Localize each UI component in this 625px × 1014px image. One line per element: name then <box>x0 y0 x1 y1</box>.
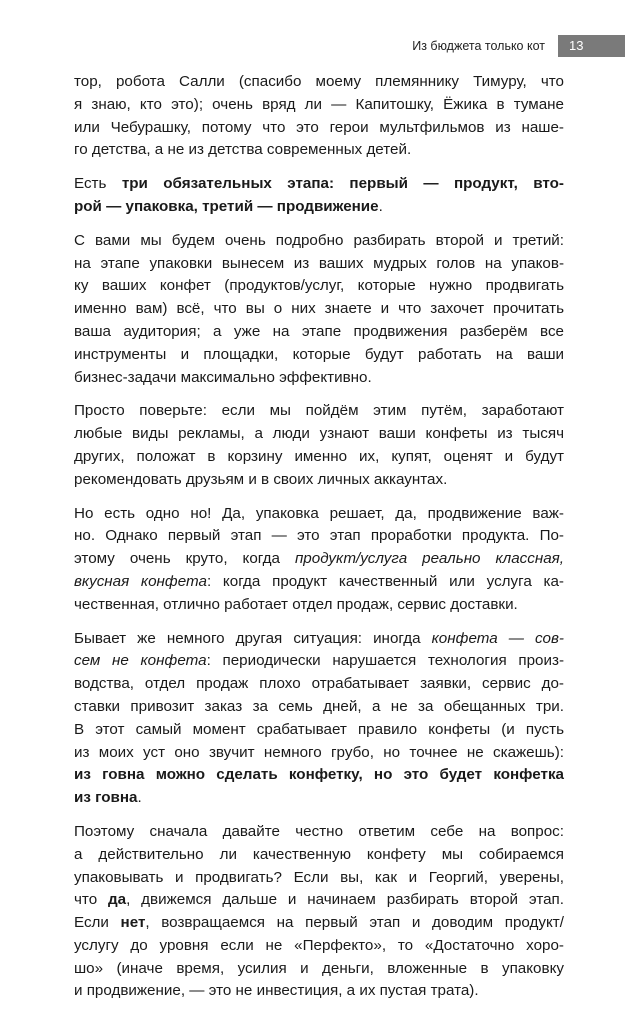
text-run: бизнес-задачи максимально эффективно. <box>74 368 372 386</box>
text-run: любые виды рекламы, а люди узнают ваши конфеты из тысяч <box>74 425 564 443</box>
text-line <box>74 912 564 935</box>
bold-text: из говна можно сделать конфетку, но это будет конфетка <box>74 766 564 784</box>
text-line <box>74 764 564 787</box>
text-line <box>74 844 564 867</box>
text-run: услугу до уровня если не «Перфекто», то «Достаточно хоро- <box>74 936 564 954</box>
bold-text: нет <box>120 914 146 932</box>
text-line <box>74 344 564 367</box>
text-line <box>74 139 564 162</box>
italic-text: вкусная конфета <box>74 572 207 590</box>
text-line <box>74 94 564 117</box>
text-run: . <box>378 197 383 215</box>
text-run: Просто поверьте: если мы пойдём этим путём, заработают <box>74 402 564 420</box>
text-line <box>74 867 564 890</box>
body-text <box>74 71 564 1014</box>
text-line <box>74 548 564 571</box>
text-run: го детства, а не из детства современных детей. <box>74 141 412 159</box>
text-line <box>74 117 564 140</box>
paragraph <box>74 71 564 162</box>
text-line <box>74 650 564 673</box>
bold-text: из говна <box>74 789 138 807</box>
text-line <box>74 298 564 321</box>
text-line <box>74 173 564 196</box>
text-run: этому очень круто, когда <box>74 550 295 568</box>
text-line <box>74 367 564 390</box>
text-run: Поэтому сначала давайте честно ответим себе на вопрос: <box>74 822 564 840</box>
text-line <box>74 958 564 981</box>
text-run: С вами мы будем очень подробно разбирать второй и третий: <box>74 231 564 249</box>
text-line <box>74 253 564 276</box>
text-line <box>74 469 564 492</box>
paragraph <box>74 230 564 390</box>
text-run: . <box>137 789 142 807</box>
bold-text: три обязательных этапа: первый — продукт, вто- <box>121 175 564 193</box>
text-line <box>74 446 564 469</box>
paragraph <box>74 503 564 617</box>
bold-text: рой — упаковка, третий — продвижение <box>74 197 379 215</box>
text-run: Но есть одно но! Да, упаковка решает, да, продвижение важ- <box>74 504 564 522</box>
text-run: ставки привозит заказ за семь дней, а не за обещанных три. <box>74 697 564 715</box>
text-run: именно вам) всё, что вы о них знаете и что захочет прочитать <box>74 300 564 318</box>
text-run: других, положат в корзину именно их, купят, оценят и будут <box>74 447 564 465</box>
text-line <box>74 935 564 958</box>
text-line <box>74 594 564 617</box>
text-run: : когда продукт качественный или услуга ка- <box>206 572 564 590</box>
bold-text: да <box>108 891 127 909</box>
text-run: и продвижение, — это не инвестиция, а их пустая трата). <box>74 982 479 1000</box>
page-number: 13 <box>558 35 625 57</box>
text-line <box>74 275 564 298</box>
text-line <box>74 889 564 912</box>
text-line <box>74 321 564 344</box>
paragraph <box>74 821 564 1003</box>
text-run: Если <box>74 914 121 932</box>
text-run: или Чебурашку, потому что это герои мультфильмов из наше- <box>74 118 564 136</box>
text-line <box>74 196 564 219</box>
text-run: из моих уст оно звучит немного грубо, но точнее не скажешь): <box>74 743 564 761</box>
running-title: Из бюджета только кот <box>412 39 545 53</box>
text-run: я знаю, кто это); очень вряд ли — Капитошку, Ёжика в тумане <box>74 95 564 113</box>
text-line <box>74 719 564 742</box>
text-run: чественная, отлично работает отдел продаж, сервис доставки. <box>74 595 518 613</box>
text-line <box>74 696 564 719</box>
text-run: В этот самый момент срабатывает правило конфеты (и пусть <box>74 720 564 738</box>
text-run: что <box>74 891 109 909</box>
text-run: ку ваших конфет (продуктов/услуг, которые нужно продвигать <box>74 277 564 295</box>
italic-text: продукт/услуга реально классная, <box>294 550 564 568</box>
text-run: Бывает же немного другая ситуация: иногда <box>74 629 432 647</box>
text-line <box>74 787 564 810</box>
text-run: на этапе упаковки вынесем из ваших мудрых голов на упаков- <box>74 254 564 272</box>
text-run: шо» (иначе время, усилия и деньги, вложенные в упаковку <box>74 959 564 977</box>
paragraph <box>74 628 564 810</box>
text-line <box>74 628 564 651</box>
italic-text: конфета — сов- <box>431 629 564 647</box>
text-run: но. Однако первый этап — это этап проработки продукта. По- <box>74 527 564 545</box>
text-run: рекомендовать друзьям и в своих личных аккаунтах. <box>74 470 448 488</box>
text-run: тор, робота Салли (спасибо моему племяннику Тимуру, что <box>74 73 564 90</box>
text-line <box>74 71 564 94</box>
text-run: упаковывать и продвигать? Если вы, как и Георгий, уверены, <box>74 868 564 886</box>
text-run: Есть <box>74 175 122 193</box>
text-run: водства, отдел продаж плохо отрабатывает заявки, сервис до- <box>74 675 564 693</box>
text-run: ваша аудитория; а уже на этапе продвижения разберём все <box>74 322 564 340</box>
text-run: : периодически нарушается технология произ- <box>206 652 564 670</box>
running-header <box>0 35 625 57</box>
text-line <box>74 400 564 423</box>
text-run: инструменты и площадки, которые будут работать на ваши <box>74 345 564 363</box>
text-line <box>74 821 564 844</box>
text-line <box>74 571 564 594</box>
text-line <box>74 230 564 253</box>
text-line <box>74 742 564 765</box>
italic-text: сем не конфета <box>74 652 207 670</box>
text-run: , движемся дальше и начинаем разбирать второй этап. <box>126 891 564 909</box>
text-line <box>74 503 564 526</box>
text-line <box>74 423 564 446</box>
text-run: а действительно ли качественную конфету мы собираемся <box>74 845 564 863</box>
paragraph <box>74 173 564 219</box>
text-line <box>74 525 564 548</box>
text-run: , возвращаемся на первый этап и доводим продукт/ <box>145 914 564 932</box>
text-line <box>74 673 564 696</box>
paragraph <box>74 400 564 491</box>
